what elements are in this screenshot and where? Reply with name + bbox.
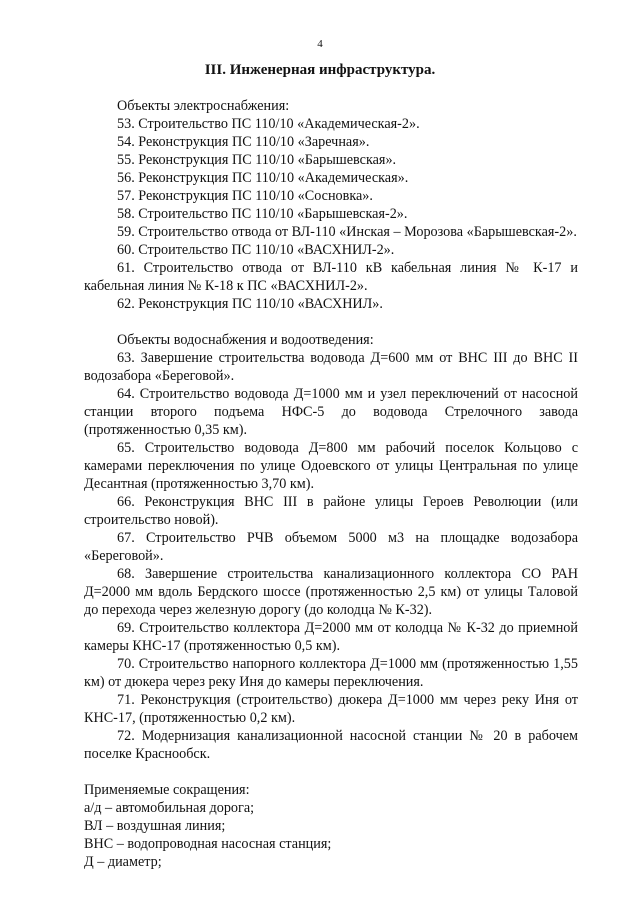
list-item: 56. Реконструкция ПС 110/10 «Академическая».	[117, 170, 409, 186]
list-item: 71. Реконструкция (строительство) дюкера Д=1000 мм через реку Иня от КНС-17, (протяженностью 0,2 км).	[84, 692, 578, 726]
list-item: 55. Реконструкция ПС 110/10 «Барышевская».	[117, 152, 397, 168]
page-number: 4	[317, 38, 323, 50]
power-heading: Объекты электроснабжения:	[117, 98, 290, 114]
list-item: 72. Модернизация канализационной насосной станции № 20 в рабочем поселке Краснообск.	[84, 728, 578, 762]
list-item: 65. Строительство водовода Д=800 мм рабочий поселок Кольцово с камерами переключения по улице Одоевского от улицы Центральная по улице Десантная (протяженностью 3,70 км).	[84, 440, 578, 492]
list-item: 70. Строительство напорного коллектора Д=1000 мм (протяженностью 1,55 км) от дюкера через реку Иня до камеры переключения.	[84, 656, 578, 690]
document-body	[84, 97, 578, 871]
list-item: 53. Строительство ПС 110/10 «Академическая-2».	[117, 116, 420, 132]
section-title: III. Инженерная инфраструктура.	[204, 62, 436, 78]
list-item: 54. Реконструкция ПС 110/10 «Заречная».	[117, 134, 370, 150]
list-item: 69. Строительство коллектора Д=2000 мм от колодца № К-32 до приемной камеры КНС-17 (протяженностью 0,5 км).	[84, 620, 578, 654]
list-item: 66. Реконструкция ВНС III в районе улицы Героев Революции (или строительство новой).	[84, 494, 578, 528]
abbreviation-item: ВЛ – воздушная линия;	[84, 818, 226, 834]
water-heading: Объекты водоснабжения и водоотведения:	[117, 332, 374, 348]
list-item: 61. Строительство отвода от ВЛ-110 кВ кабельная линия № К-17 и кабельная линия № К-18 к ПС «ВАСХНИЛ-2».	[84, 260, 578, 294]
list-item: 60. Строительство ПС 110/10 «ВАСХНИЛ-2».	[117, 242, 395, 258]
list-item: 59. Строительство отвода от ВЛ-110 «Инская – Морозова «Барышевская-2».	[117, 224, 577, 240]
abbreviation-item: ВНС – водопроводная насосная станция;	[84, 836, 332, 852]
list-item: 57. Реконструкция ПС 110/10 «Сосновка».	[117, 188, 373, 204]
list-item: 62. Реконструкция ПС 110/10 «ВАСХНИЛ».	[117, 296, 383, 312]
abbreviations-heading: Применяемые сокращения:	[84, 782, 250, 798]
spacer	[84, 763, 578, 781]
list-item: 63. Завершение строительства водовода Д=600 мм от ВНС III до ВНС II водозабора «Береговой».	[84, 350, 578, 384]
list-item: 67. Строительство РЧВ объемом 5000 м3 на площадке водозабора «Береговой».	[84, 530, 578, 564]
spacer	[84, 313, 578, 331]
list-item: 64. Строительство водовода Д=1000 мм и узел переключений от насосной станции второго подъема НФС-5 до водовода Стрелочного завода (протяженностью 0,35 км).	[84, 386, 578, 438]
abbreviation-item: а/д – автомобильная дорога;	[84, 800, 255, 816]
list-item: 58. Строительство ПС 110/10 «Барышевская-2».	[117, 206, 408, 222]
list-item: 68. Завершение строительства канализационного коллектора СО РАН Д=2000 мм вдоль Бердского шоссе (протяженностью 2,5 км) от улицы Таловой до перехода через железную дорогу (до колодца № К-32).	[84, 566, 578, 618]
abbreviation-item: Д – диаметр;	[84, 854, 162, 870]
